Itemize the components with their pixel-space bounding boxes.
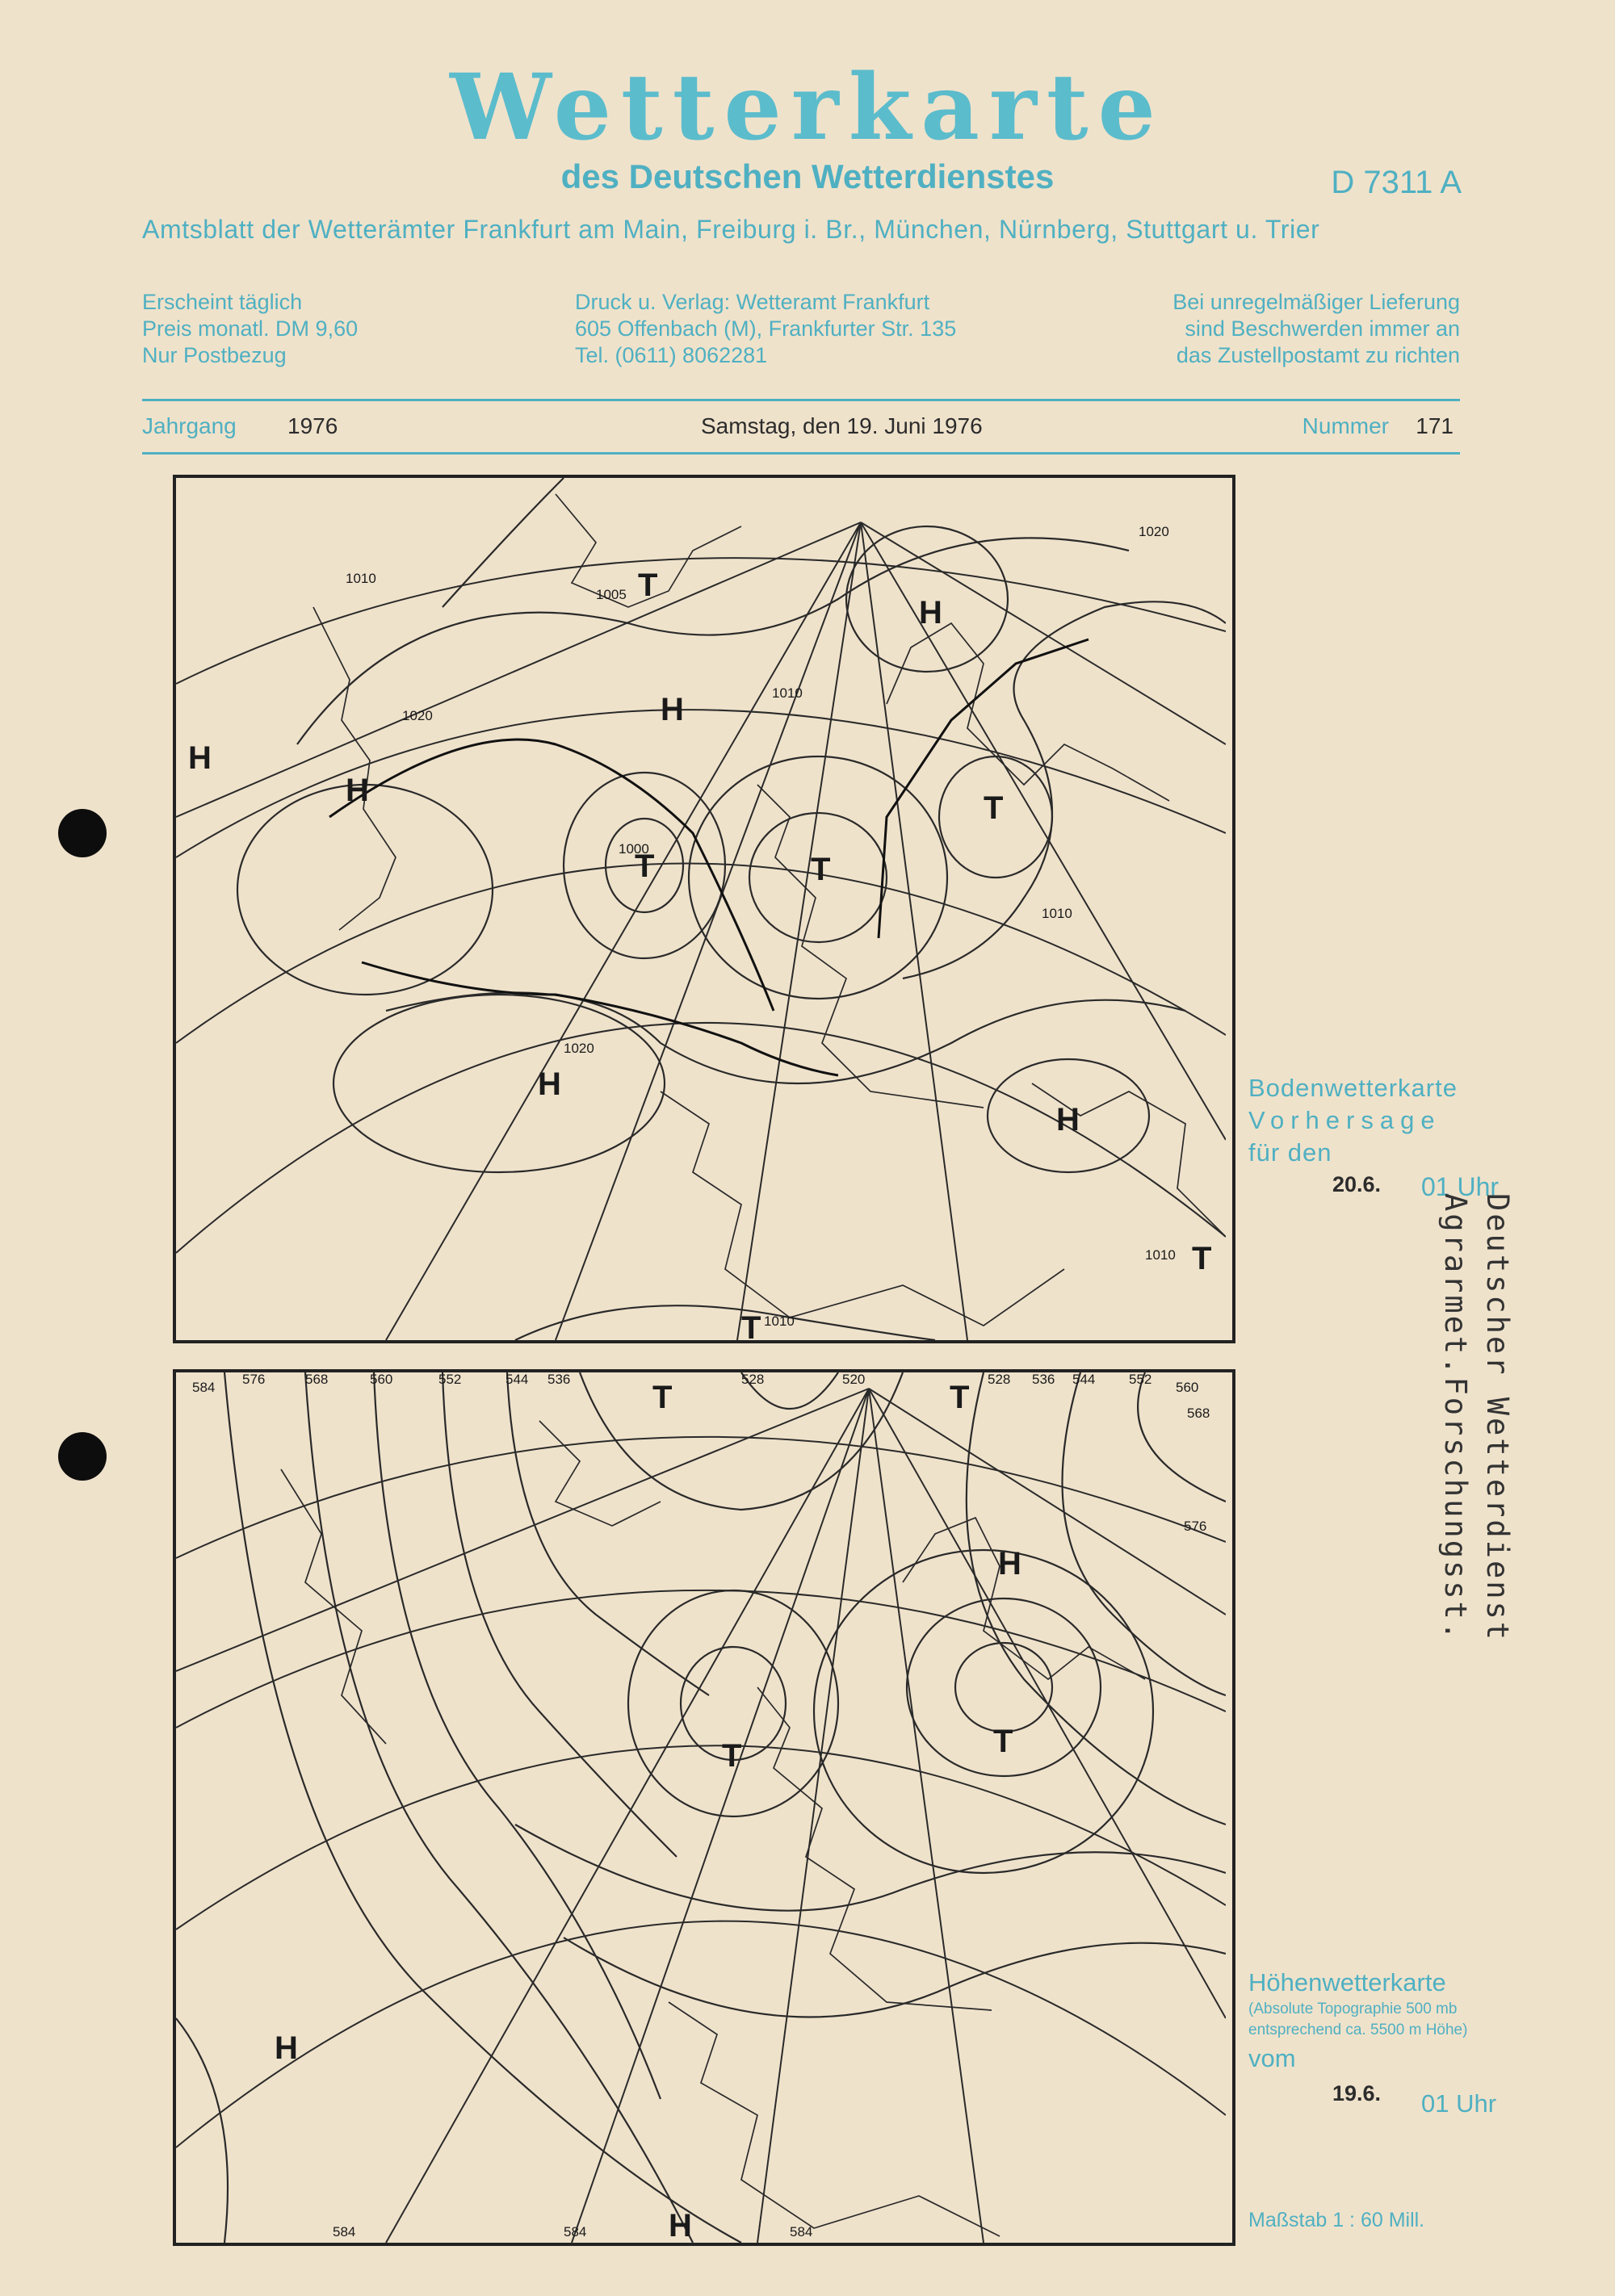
upper-map-caption-line: (Absolute Topographie 500 mb <box>1248 2001 1458 2017</box>
low-pressure-label: T <box>652 1380 673 1415</box>
latitude-circle <box>176 1921 1226 2147</box>
height-contour <box>176 2018 228 2243</box>
height-label: 584 <box>333 2224 356 2239</box>
jahrgang-label: Jahrgang <box>142 413 237 438</box>
issue-date: Samstag, den 19. Juni 1976 <box>701 413 983 438</box>
high-pressure-label: H <box>346 773 369 808</box>
upper-map-caption-vom: vom <box>1248 2044 1296 2072</box>
surface-map-date: 20.6. <box>1332 1172 1382 1196</box>
high-pressure-label: H <box>998 1546 1021 1582</box>
low-pressure-label: T <box>638 568 658 603</box>
height-label: 520 <box>842 1372 866 1387</box>
coastline <box>887 623 1169 801</box>
stamp-line: Agrarmet.Forschungsst. <box>1438 1193 1473 1643</box>
height-label: 560 <box>370 1372 393 1387</box>
jahrgang-value: 1976 <box>287 413 338 438</box>
height-label: 568 <box>305 1372 329 1387</box>
height-label: 528 <box>988 1372 1011 1387</box>
low-pressure-label: T <box>635 848 655 884</box>
divider-top <box>142 399 1460 401</box>
height-contour <box>374 1372 661 2099</box>
info-complaints <box>1172 289 1460 369</box>
pressure-label: 1010 <box>1042 906 1072 921</box>
height-label: 576 <box>1184 1519 1207 1534</box>
masthead-subtitle: des Deutschen Wetterdienstes <box>560 157 1055 195</box>
high-pressure-label: H <box>919 595 942 631</box>
height-label: 536 <box>1032 1372 1055 1387</box>
info-line: Nur Postbezug <box>142 343 287 367</box>
height-contour <box>507 1372 709 1695</box>
pressure-label: 1000 <box>619 841 649 857</box>
publication-code: D 7311 A <box>1331 165 1462 200</box>
isobar <box>903 601 1226 978</box>
info-line: Druck u. Verlag: Wetteramt Frankfurt <box>575 290 930 314</box>
coastline <box>661 1091 1064 1326</box>
meridian <box>869 1389 1226 1615</box>
meridian <box>861 522 1226 744</box>
high-pressure-label: H <box>538 1066 561 1102</box>
punch-hole <box>58 1432 107 1481</box>
stamp-line: Deutscher Wetterdienst <box>1480 1193 1515 1643</box>
latitude-circle <box>176 1437 1226 1558</box>
upper-map-caption-line: entsprechend ca. 5500 m Höhe) <box>1248 2022 1468 2038</box>
meridian <box>861 522 1226 1140</box>
latitude-circle <box>176 558 1226 684</box>
height-label: 552 <box>1129 1372 1152 1387</box>
height-contour <box>628 1590 838 1816</box>
pressure-label: 1010 <box>764 1313 795 1329</box>
low-pressure-label: T <box>722 1738 742 1774</box>
meridian <box>757 1389 869 2243</box>
high-pressure-label: H <box>188 740 212 776</box>
low-pressure-label: T <box>993 1724 1013 1759</box>
high-pressure-label: H <box>1056 1102 1080 1138</box>
meridian <box>556 522 861 1340</box>
low-pressure-label: T <box>741 1310 761 1340</box>
info-line: Erscheint täglich <box>142 290 303 314</box>
upper-map-drawing <box>176 1372 1226 2243</box>
high-pressure-label: H <box>661 692 684 727</box>
height-label: 584 <box>192 1380 216 1395</box>
meridian <box>386 522 861 1340</box>
isobar <box>515 1305 935 1340</box>
issue-row <box>142 413 1460 446</box>
info-line: sind Beschwerden immer an <box>1185 316 1460 341</box>
coastline <box>903 1518 1145 1679</box>
pressure-label: 1005 <box>596 587 627 602</box>
upper-air-map <box>173 1369 1235 2246</box>
height-label: 584 <box>564 2224 587 2239</box>
surface-map-time: 01 Uhr <box>1421 1172 1500 1201</box>
divider-bottom <box>142 452 1460 455</box>
info-publisher <box>575 289 956 369</box>
height-label: 560 <box>1176 1380 1199 1395</box>
coastline <box>669 2002 1000 2236</box>
meridian <box>176 522 861 817</box>
map-scale: Maßstab 1 : 60 Mill. <box>1248 2209 1425 2231</box>
upper-map-caption-title: Höhenwetterkarte <box>1248 1968 1446 1996</box>
low-pressure-label: T <box>984 790 1004 826</box>
latitude-circle <box>176 1023 1226 1253</box>
meridian <box>386 1389 869 2243</box>
high-pressure-label: H <box>669 2208 692 2243</box>
coastline <box>757 785 984 1108</box>
height-label: 576 <box>242 1372 266 1387</box>
high-pressure-label: H <box>275 2030 298 2066</box>
punch-hole <box>58 809 107 857</box>
pressure-label: 1010 <box>1145 1247 1176 1263</box>
pressure-label: 1020 <box>564 1041 594 1056</box>
height-contour <box>814 1550 1153 1873</box>
height-label: 536 <box>547 1372 571 1387</box>
surface-map-caption-for: für den <box>1248 1138 1332 1167</box>
surface-map-drawing <box>176 478 1226 1340</box>
nummer-value: 171 <box>1416 413 1454 438</box>
info-line: das Zustellpostamt zu richten <box>1176 343 1460 367</box>
pressure-label: 1020 <box>402 708 433 723</box>
masthead-title: Wetterkarte <box>450 55 1165 161</box>
pressure-label: 1020 <box>1139 524 1169 539</box>
height-label: 544 <box>505 1372 529 1387</box>
low-pressure-label: T <box>950 1380 970 1415</box>
height-contour <box>515 1825 1226 1911</box>
pressure-label: 1010 <box>772 685 803 701</box>
pressure-label: 1010 <box>346 571 376 586</box>
height-label: 544 <box>1072 1372 1096 1387</box>
height-label: 584 <box>790 2224 813 2239</box>
low-pressure-label: T <box>1192 1241 1212 1276</box>
upper-map-date: 19.6. <box>1332 2081 1382 2105</box>
surface-map-caption-sub: Vorhersage <box>1248 1106 1441 1134</box>
amtsblatt-line: Amtsblatt der Wetterämter Frankfurt am Main, Freiburg i. Br., München, Nürnberg, Stuttgart u. Trier <box>142 215 1320 244</box>
height-label: 552 <box>438 1372 462 1387</box>
height-label: 528 <box>741 1372 765 1387</box>
coastline <box>281 1469 386 1744</box>
meridian <box>737 522 861 1340</box>
coastline <box>539 1421 661 1526</box>
height-contour <box>1063 1372 1227 1695</box>
info-publication <box>142 289 358 369</box>
info-line: Preis monatl. DM 9,60 <box>142 316 359 341</box>
info-line: Bei unregelmäßiger Lieferung <box>1172 290 1460 314</box>
latitude-circle <box>176 1745 1226 1929</box>
latitude-circle <box>176 863 1226 1043</box>
low-pressure-label: T <box>811 852 831 887</box>
surface-map-caption-title: Bodenwetterkarte <box>1248 1074 1458 1102</box>
isobar <box>443 478 564 607</box>
latitude-circle <box>176 710 1226 857</box>
meridian <box>176 1389 869 1671</box>
info-line: Tel. (0611) 8062281 <box>575 343 768 367</box>
isobar <box>386 993 1185 1084</box>
height-label: 568 <box>1187 1406 1210 1421</box>
nummer-label: Nummer <box>1302 413 1389 438</box>
height-contour <box>564 1938 1226 2017</box>
upper-map-time: 01 Uhr <box>1421 2089 1497 2118</box>
info-line: 605 Offenbach (M), Frankfurter Str. 135 <box>575 316 957 341</box>
archive-stamp <box>1438 1193 1518 1643</box>
surface-weather-map <box>173 475 1235 1343</box>
